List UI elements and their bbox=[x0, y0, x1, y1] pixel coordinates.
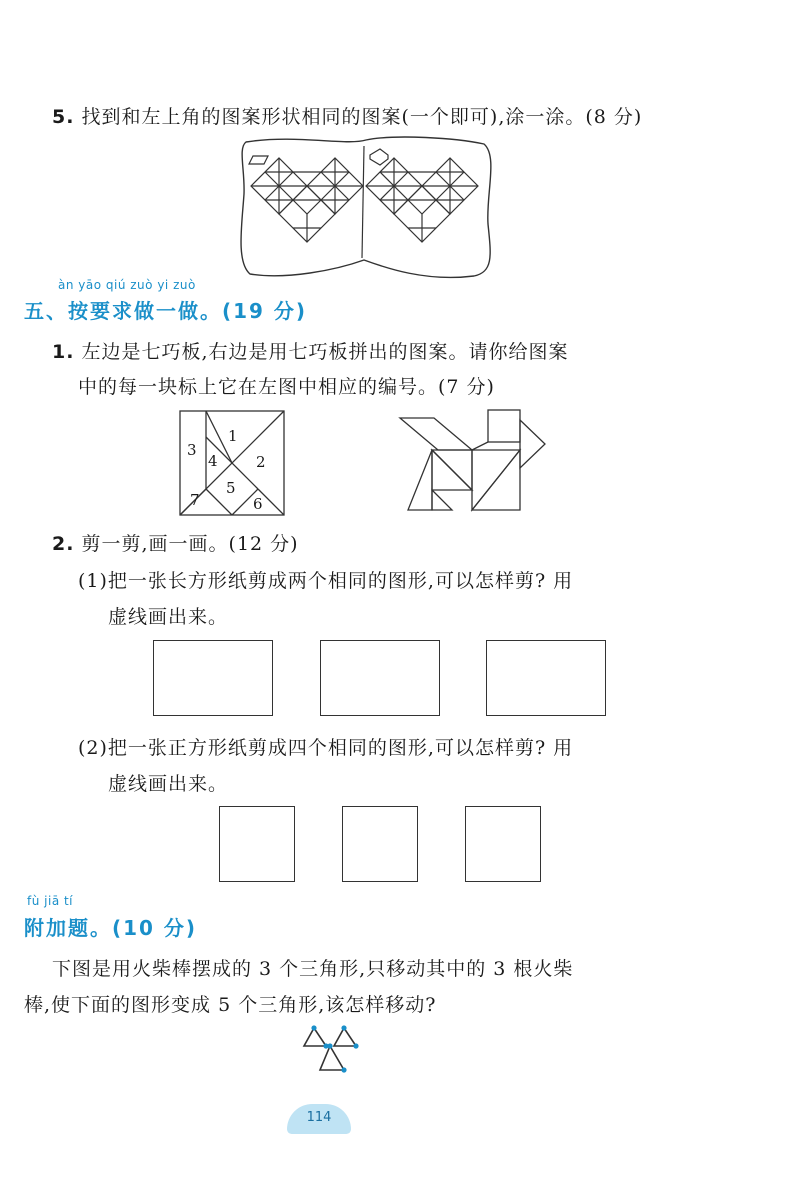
question-2-sub2-line-1: (2)把一张正方形纸剪成四个相同的图形,可以怎样剪? 用 bbox=[78, 737, 574, 759]
tangram-animal-figure[interactable] bbox=[398, 410, 548, 516]
extra-question-pinyin: fù jiā tí bbox=[27, 894, 74, 908]
matchstick-triangles-figure[interactable] bbox=[300, 1024, 370, 1080]
tangram-label-2: 2 bbox=[256, 453, 266, 471]
tangram-square bbox=[180, 411, 284, 515]
question-1-text: 左边是七巧板,右边是用七巧板拼出的图案。请你给图案 bbox=[81, 341, 569, 363]
question-1-line-2: 中的每一块标上它在左图中相应的编号。(7 分) bbox=[78, 376, 495, 398]
left-triangle-grid bbox=[251, 158, 363, 242]
question-1-line-1 bbox=[52, 337, 569, 364]
question-5-number: 5. bbox=[52, 106, 75, 128]
parallelogram-shape bbox=[249, 156, 268, 164]
extra-question-title: 附加题。(10 分) bbox=[24, 916, 198, 940]
tangram-label-6: 6 bbox=[253, 495, 263, 513]
page-number: 114 bbox=[306, 1110, 332, 1125]
hexagon-shape bbox=[370, 149, 388, 165]
match-head bbox=[353, 1043, 358, 1048]
match-head bbox=[341, 1067, 346, 1072]
rectangle-box-1[interactable] bbox=[153, 640, 273, 716]
section-5-pinyin: àn yāo qiú zuò yi zuò bbox=[58, 278, 196, 292]
rectangle-box-3[interactable] bbox=[486, 640, 606, 716]
extra-question-line-2: 棒,使下面的图形变成 5 个三角形,该怎样移动? bbox=[24, 994, 437, 1016]
question-2-sub2-line-2: 虚线画出来。 bbox=[108, 773, 229, 795]
match-head bbox=[341, 1025, 346, 1030]
match-head bbox=[311, 1025, 316, 1030]
match-head bbox=[327, 1043, 332, 1048]
section-5-title: 五、按要求做一做。(19 分) bbox=[24, 299, 308, 323]
question-5 bbox=[52, 102, 642, 129]
tangram-label-7: 7 bbox=[190, 491, 200, 509]
square-box-2[interactable] bbox=[342, 806, 418, 882]
rectangle-box-2[interactable] bbox=[320, 640, 440, 716]
question-5-text: 找到和左上角的图案形状相同的图案(一个即可),涂一涂。(8 分) bbox=[81, 106, 643, 128]
question-2-sub1-line-2: 虚线画出来。 bbox=[108, 606, 229, 628]
q5-pattern-figure[interactable] bbox=[236, 134, 496, 284]
tangram-label-3: 3 bbox=[187, 441, 197, 459]
square-box-3[interactable] bbox=[465, 806, 541, 882]
right-triangle-grid bbox=[366, 158, 478, 242]
tangram-label-5: 5 bbox=[226, 479, 236, 497]
question-2-text: 剪一剪,画一画。(12 分) bbox=[81, 533, 299, 555]
tangram-label-4: 4 bbox=[208, 452, 218, 470]
question-1-number: 1. bbox=[52, 341, 75, 363]
square-box-1[interactable] bbox=[219, 806, 295, 882]
extra-question-line-1: 下图是用火柴棒摆成的 3 个三角形,只移动其中的 3 根火柴 bbox=[52, 958, 574, 980]
tangram-label-1: 1 bbox=[228, 427, 238, 445]
question-2-number: 2. bbox=[52, 533, 75, 555]
question-2 bbox=[52, 529, 299, 556]
question-2-sub1-line-1: (1)把一张长方形纸剪成两个相同的图形,可以怎样剪? 用 bbox=[78, 570, 574, 592]
